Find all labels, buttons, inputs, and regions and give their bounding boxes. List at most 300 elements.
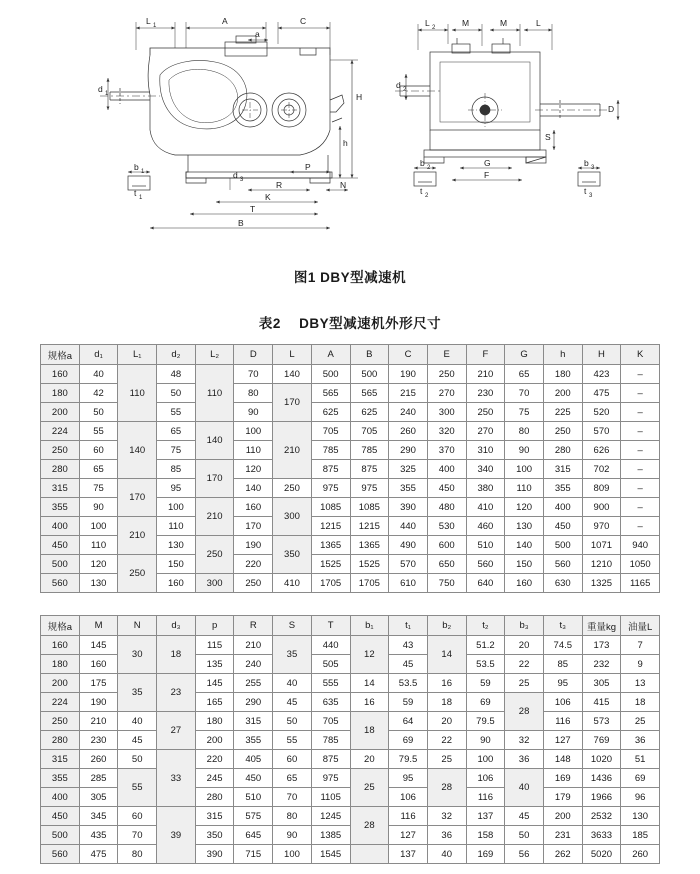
col-header: 规格a	[41, 345, 80, 365]
cell: 55	[118, 769, 157, 807]
cell: 23	[157, 674, 196, 712]
cell: 18	[427, 693, 466, 712]
cell: 140	[195, 422, 234, 460]
cell: 18	[350, 712, 389, 750]
cell: 39	[157, 807, 196, 864]
cell: 170	[273, 384, 312, 422]
cell: 55	[273, 731, 312, 750]
svg-text:a: a	[255, 29, 260, 39]
cell: 300	[195, 574, 234, 593]
cell: –	[621, 479, 660, 498]
cell: 250	[234, 574, 273, 593]
cell: 450	[41, 536, 80, 555]
cell: 100	[79, 517, 118, 536]
cell: 95	[157, 479, 196, 498]
cell: 560	[543, 555, 582, 574]
cell: 410	[466, 498, 505, 517]
svg-text:1: 1	[105, 91, 109, 97]
svg-text:S: S	[545, 132, 551, 142]
cell: 570	[582, 422, 621, 441]
cell: 225	[543, 403, 582, 422]
cell: 510	[466, 536, 505, 555]
cell: 355	[41, 498, 80, 517]
cell: 575	[234, 807, 273, 826]
cell: 140	[505, 536, 544, 555]
cell: 475	[79, 845, 118, 864]
cell: 200	[195, 731, 234, 750]
cell: 25	[350, 769, 389, 807]
cell: 160	[41, 365, 80, 384]
cell: 230	[466, 384, 505, 403]
cell: 70	[118, 826, 157, 845]
cell: 280	[543, 441, 582, 460]
cell: 75	[505, 403, 544, 422]
cell: 450	[543, 517, 582, 536]
cell: 145	[195, 674, 234, 693]
cell: 190	[389, 365, 428, 384]
cell: 170	[234, 517, 273, 536]
svg-text:2: 2	[403, 87, 407, 93]
cell: 40	[79, 365, 118, 384]
cell: 110	[79, 536, 118, 555]
cell: 270	[427, 384, 466, 403]
cell: 90	[234, 403, 273, 422]
cell: 120	[79, 555, 118, 574]
cell: 100	[505, 460, 544, 479]
svg-text:H: H	[356, 92, 363, 102]
cell: 975	[311, 769, 350, 788]
cell: 190	[234, 536, 273, 555]
cell: 1545	[311, 845, 350, 864]
cell: 75	[157, 441, 196, 460]
cell: 400	[543, 498, 582, 517]
col-header: b₁	[350, 616, 389, 636]
cell: 22	[505, 655, 544, 674]
cell: 305	[582, 674, 621, 693]
cell: 1525	[311, 555, 350, 574]
cell: 250	[427, 365, 466, 384]
cell: 785	[350, 441, 389, 460]
cell: 970	[582, 517, 621, 536]
cell: 160	[234, 498, 273, 517]
figure-caption: 图1 DBY型减速机	[293, 270, 407, 285]
cell: 43	[389, 636, 428, 655]
svg-text:R: R	[276, 180, 283, 190]
cell: 9	[621, 655, 660, 674]
cell: 240	[234, 655, 273, 674]
cell: 315	[543, 460, 582, 479]
cell: 210	[234, 636, 273, 655]
col-header: 油量L	[621, 616, 660, 636]
cell: 20	[427, 712, 466, 731]
cell: 50	[157, 384, 196, 403]
cell: 64	[389, 712, 428, 731]
cell: 160	[505, 574, 544, 593]
cell: 400	[427, 460, 466, 479]
cell: 2532	[582, 807, 621, 826]
table-row	[41, 636, 660, 655]
dimensions-table-1-wrap	[40, 344, 660, 593]
cell: 355	[543, 479, 582, 498]
cell: 350	[273, 536, 312, 574]
cell: 1050	[621, 555, 660, 574]
cell: 1385	[311, 826, 350, 845]
svg-text:K: K	[265, 192, 271, 202]
cell: 635	[311, 693, 350, 712]
svg-text:D: D	[608, 104, 615, 114]
cell: 69	[389, 731, 428, 750]
col-header: d₃	[157, 616, 196, 636]
cell: 250	[195, 536, 234, 574]
cell: 280	[195, 788, 234, 807]
cell: 80	[234, 384, 273, 403]
cell: 210	[79, 712, 118, 731]
cell: 355	[41, 769, 80, 788]
table-row	[41, 769, 660, 788]
cell: 215	[389, 384, 428, 403]
cell: 630	[543, 574, 582, 593]
cell: 232	[582, 655, 621, 674]
col-header: G	[505, 345, 544, 365]
col-header: S	[273, 616, 312, 636]
cell: 200	[41, 403, 80, 422]
cell: 600	[427, 536, 466, 555]
cell: 75	[79, 479, 118, 498]
cell: 18	[621, 693, 660, 712]
cell: 650	[427, 555, 466, 574]
cell: 340	[466, 460, 505, 479]
cell: 22	[427, 731, 466, 750]
cell: 116	[543, 712, 582, 731]
cell: 115	[195, 636, 234, 655]
col-header: t₁	[389, 616, 428, 636]
cell: 60	[118, 807, 157, 826]
cell: 240	[389, 403, 428, 422]
cell: 80	[505, 422, 544, 441]
cell: 127	[389, 826, 428, 845]
col-header: L₁	[118, 345, 157, 365]
svg-text:M: M	[500, 18, 508, 28]
table-row	[41, 845, 660, 864]
cell: 50	[79, 403, 118, 422]
cell: 158	[466, 826, 505, 845]
col-header: A	[311, 345, 350, 365]
cell: 1436	[582, 769, 621, 788]
technical-drawing	[0, 0, 700, 250]
svg-text:b: b	[420, 158, 425, 168]
cell: 45	[118, 731, 157, 750]
cell: –	[621, 365, 660, 384]
cell: 300	[273, 498, 312, 536]
cell: 809	[582, 479, 621, 498]
dimensions-table-1	[40, 344, 660, 593]
cell: 262	[543, 845, 582, 864]
cell: 1210	[582, 555, 621, 574]
cell: 450	[234, 769, 273, 788]
cell: 975	[350, 479, 389, 498]
cell: 55	[79, 422, 118, 441]
cell: 120	[505, 498, 544, 517]
table-row	[41, 712, 660, 731]
cell: 135	[195, 655, 234, 674]
dimensions-table-2	[40, 615, 660, 864]
cell: 940	[621, 536, 660, 555]
svg-text:h: h	[343, 138, 348, 148]
cell: 785	[311, 731, 350, 750]
cell: 500	[41, 826, 80, 845]
cell: 245	[195, 769, 234, 788]
table-row	[41, 674, 660, 693]
cell: 180	[195, 712, 234, 731]
cell: 20	[350, 750, 389, 769]
cell: 570	[389, 555, 428, 574]
cell: 480	[427, 498, 466, 517]
cell: 45	[505, 807, 544, 826]
cell: 210	[273, 422, 312, 479]
svg-text:N: N	[340, 180, 347, 190]
cell: 250	[466, 403, 505, 422]
cell: –	[621, 460, 660, 479]
cell: 150	[505, 555, 544, 574]
table-row	[41, 422, 660, 441]
cell: 14	[427, 636, 466, 674]
col-header: K	[621, 345, 660, 365]
cell: 70	[273, 788, 312, 807]
col-header: b₃	[505, 616, 544, 636]
col-header: L	[273, 345, 312, 365]
cell: 715	[234, 845, 273, 864]
table-row	[41, 555, 660, 574]
cell: 1020	[582, 750, 621, 769]
cell: 137	[389, 845, 428, 864]
cell: 210	[118, 517, 157, 555]
cell: 100	[234, 422, 273, 441]
cell: 224	[41, 693, 80, 712]
cell: 40	[118, 712, 157, 731]
cell: 190	[79, 693, 118, 712]
cell: 95	[389, 769, 428, 788]
cell: 230	[79, 731, 118, 750]
col-header: E	[427, 345, 466, 365]
table-row	[41, 807, 660, 826]
cell: 53.5	[466, 655, 505, 674]
cell: 45	[389, 655, 428, 674]
cell: 85	[157, 460, 196, 479]
cell: –	[621, 498, 660, 517]
cell: 36	[621, 731, 660, 750]
cell: 65	[157, 422, 196, 441]
cell: 702	[582, 460, 621, 479]
svg-text:B: B	[238, 218, 244, 228]
cell: 285	[79, 769, 118, 788]
svg-text:t: t	[134, 188, 137, 198]
svg-text:F: F	[484, 170, 490, 180]
cell: 59	[466, 674, 505, 693]
cell: 48	[157, 365, 196, 384]
cell: 1325	[582, 574, 621, 593]
cell: 20	[505, 636, 544, 655]
cell: 110	[195, 365, 234, 422]
cell: 450	[41, 807, 80, 826]
table-caption: 表2 DBY型减速机外形尺寸	[258, 316, 442, 331]
cell: 224	[41, 422, 80, 441]
cell: 169	[466, 845, 505, 864]
svg-text:d: d	[396, 80, 401, 90]
cell: 127	[543, 731, 582, 750]
svg-text:C: C	[300, 16, 307, 26]
cell: 250	[543, 422, 582, 441]
col-header: L₂	[195, 345, 234, 365]
cell: 520	[582, 403, 621, 422]
col-header: d₂	[157, 345, 196, 365]
col-header: t₂	[466, 616, 505, 636]
cell: 28	[350, 807, 389, 845]
cell: 1071	[582, 536, 621, 555]
cell: 45	[273, 693, 312, 712]
cell: 50	[118, 750, 157, 769]
cell: 50	[273, 712, 312, 731]
cell: 325	[389, 460, 428, 479]
cell: 65	[505, 365, 544, 384]
cell: 110	[234, 441, 273, 460]
cell: 13	[621, 674, 660, 693]
col-header: M	[79, 616, 118, 636]
cell: 179	[543, 788, 582, 807]
cell: 1085	[350, 498, 389, 517]
cell: 90	[79, 498, 118, 517]
svg-text:3: 3	[591, 165, 595, 171]
cell: 110	[505, 479, 544, 498]
cell: 160	[41, 636, 80, 655]
svg-text:2: 2	[425, 193, 429, 199]
cell: 140	[234, 479, 273, 498]
col-header: 重量kg	[582, 616, 621, 636]
cell: 400	[41, 517, 80, 536]
cell: 25	[621, 712, 660, 731]
svg-text:1: 1	[139, 195, 143, 201]
cell: 36	[505, 750, 544, 769]
cell: 875	[311, 750, 350, 769]
cell: 705	[311, 712, 350, 731]
cell: 79.5	[389, 750, 428, 769]
col-header: 规格a	[41, 616, 80, 636]
table-header-row	[41, 345, 660, 365]
svg-text:2: 2	[427, 165, 431, 171]
cell: 260	[621, 845, 660, 864]
cell	[350, 845, 389, 864]
cell: 150	[157, 555, 196, 574]
cell: 3633	[582, 826, 621, 845]
col-header: D	[234, 345, 273, 365]
svg-text:L: L	[536, 18, 541, 28]
cell: 130	[505, 517, 544, 536]
cell: 27	[157, 712, 196, 750]
cell: 530	[427, 517, 466, 536]
cell: 90	[505, 441, 544, 460]
cell: 1705	[350, 574, 389, 593]
cell: 440	[311, 636, 350, 655]
table-body	[41, 636, 660, 864]
cell: 610	[389, 574, 428, 593]
cell: 255	[234, 674, 273, 693]
cell: 95	[543, 674, 582, 693]
cell: 305	[79, 788, 118, 807]
cell: 25	[505, 674, 544, 693]
cell: 280	[41, 731, 80, 750]
cell: 90	[273, 826, 312, 845]
cell: 173	[582, 636, 621, 655]
svg-text:3: 3	[589, 193, 593, 199]
cell: 626	[582, 441, 621, 460]
cell: 1215	[311, 517, 350, 536]
cell: 180	[41, 655, 80, 674]
cell: 59	[389, 693, 428, 712]
cell: 160	[79, 655, 118, 674]
cell: 160	[157, 574, 196, 593]
svg-text:M: M	[462, 18, 470, 28]
cell: –	[621, 403, 660, 422]
cell: 220	[195, 750, 234, 769]
col-header: F	[466, 345, 505, 365]
cell: 35	[118, 674, 157, 712]
cell: 140	[273, 365, 312, 384]
cell: 28	[427, 769, 466, 807]
col-header: d₁	[79, 345, 118, 365]
cell: 116	[389, 807, 428, 826]
dimensions-table-2-wrap	[40, 615, 660, 864]
cell: 14	[350, 674, 389, 693]
svg-text:d: d	[98, 84, 103, 94]
cell: 405	[234, 750, 273, 769]
cell: 210	[466, 365, 505, 384]
cell: 85	[543, 655, 582, 674]
cell: 900	[582, 498, 621, 517]
cell: 210	[195, 498, 234, 536]
cell: 750	[427, 574, 466, 593]
table-header-row	[41, 616, 660, 636]
cell: 310	[466, 441, 505, 460]
cell: 560	[41, 845, 80, 864]
cell: 80	[273, 807, 312, 826]
cell: 769	[582, 731, 621, 750]
col-header: C	[389, 345, 428, 365]
cell: 40	[505, 769, 544, 807]
cell: 1245	[311, 807, 350, 826]
cell: 74.5	[543, 636, 582, 655]
cell: 280	[41, 460, 80, 479]
cell: 200	[41, 674, 80, 693]
cell: 290	[389, 441, 428, 460]
cell: 645	[234, 826, 273, 845]
svg-text:1: 1	[141, 169, 145, 175]
cell: 55	[157, 403, 196, 422]
cell: 35	[273, 636, 312, 674]
svg-text:G: G	[484, 158, 491, 168]
cell: 440	[389, 517, 428, 536]
svg-text:L: L	[425, 18, 430, 28]
cell: 510	[234, 788, 273, 807]
svg-text:3: 3	[240, 177, 244, 183]
cell: 220	[234, 555, 273, 574]
cell: 705	[311, 422, 350, 441]
cell: 175	[79, 674, 118, 693]
col-header: N	[118, 616, 157, 636]
svg-text:d: d	[233, 170, 238, 180]
cell: 975	[311, 479, 350, 498]
cell: 50	[505, 826, 544, 845]
col-header: t₃	[543, 616, 582, 636]
cell: 625	[350, 403, 389, 422]
